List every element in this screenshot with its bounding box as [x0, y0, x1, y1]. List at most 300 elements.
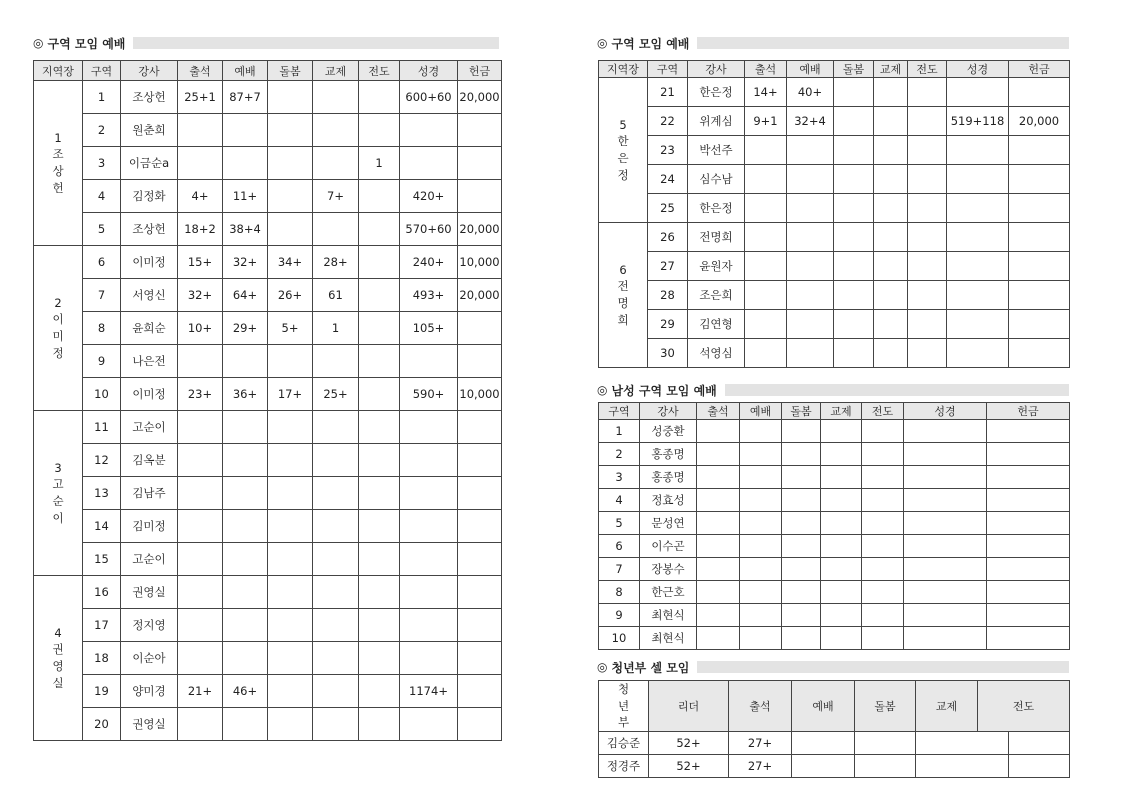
- table-cell: [458, 609, 502, 642]
- table-cell: 590+: [400, 378, 458, 411]
- column-header: 성경: [947, 61, 1009, 78]
- table-cell: 김옥분: [121, 444, 178, 477]
- men-section-title-text: 남성 구역 모임 예배: [611, 383, 717, 398]
- table-cell: [223, 642, 268, 675]
- column-header: 리더: [649, 681, 729, 732]
- table-cell: [787, 339, 834, 368]
- table-row: [599, 466, 1070, 489]
- table-cell: 28: [648, 281, 688, 310]
- table-cell: [908, 107, 947, 136]
- table-cell: 2: [599, 443, 640, 466]
- table-cell: [697, 558, 740, 581]
- table-row: [599, 443, 1070, 466]
- table-cell: [874, 107, 908, 136]
- table-cell: [874, 194, 908, 223]
- table-cell: [268, 708, 313, 741]
- table-cell: [400, 642, 458, 675]
- table-cell: [782, 581, 821, 604]
- table-row: [599, 581, 1070, 604]
- table-cell: [400, 609, 458, 642]
- table-cell: 240+: [400, 246, 458, 279]
- region-char: 한: [617, 134, 629, 149]
- region-char: 상: [52, 164, 64, 178]
- table-cell: [458, 576, 502, 609]
- column-header: 돌봄: [782, 403, 821, 420]
- region-char: 은: [617, 151, 629, 165]
- left-worship-table: [33, 60, 502, 741]
- table-cell: [740, 420, 782, 443]
- table-cell: 21+: [178, 675, 223, 708]
- table-cell: [904, 512, 987, 535]
- table-cell: [223, 444, 268, 477]
- table-cell: 20: [83, 708, 121, 741]
- table-cell: [987, 535, 1070, 558]
- region-char: 고: [52, 477, 64, 492]
- table-cell: [313, 444, 359, 477]
- table-cell: [821, 604, 862, 627]
- table-cell: 1: [359, 147, 400, 180]
- column-header: 성경: [904, 403, 987, 420]
- table-cell: [223, 411, 268, 444]
- table-cell: [359, 180, 400, 213]
- table-row: [599, 252, 1070, 281]
- table-cell: 14: [83, 510, 121, 543]
- table-cell: [223, 114, 268, 147]
- table-row: [34, 411, 502, 444]
- table-cell: 18: [83, 642, 121, 675]
- table-cell: [697, 535, 740, 558]
- table-cell: 15+: [178, 246, 223, 279]
- table-cell: [223, 345, 268, 378]
- table-row: [599, 78, 1070, 107]
- table-cell: [400, 510, 458, 543]
- table-cell: [313, 147, 359, 180]
- table-row: [34, 675, 502, 708]
- table-cell: [862, 512, 904, 535]
- table-cell: [458, 675, 502, 708]
- right-section-title: [597, 36, 1069, 50]
- table-cell: 600+60: [400, 81, 458, 114]
- table-cell: [834, 165, 874, 194]
- table-cell: [745, 194, 787, 223]
- table-cell: 김미정: [121, 510, 178, 543]
- column-header: 전도: [908, 61, 947, 78]
- table-cell: [697, 604, 740, 627]
- table-cell: 고순이: [121, 543, 178, 576]
- table-cell: [359, 609, 400, 642]
- table-cell: [874, 136, 908, 165]
- table-row: [599, 339, 1070, 368]
- region-char: 이: [52, 510, 64, 525]
- table-cell: 1174+: [400, 675, 458, 708]
- table-cell: 조상헌: [121, 81, 178, 114]
- table-cell: 9: [83, 345, 121, 378]
- column-header: 교제: [821, 403, 862, 420]
- table-cell: 493+: [400, 279, 458, 312]
- table-cell: 7+: [313, 180, 359, 213]
- table-cell: 26: [648, 223, 688, 252]
- table-cell: [268, 477, 313, 510]
- table-cell: [782, 466, 821, 489]
- table-cell: 24: [648, 165, 688, 194]
- circle-mark-icon: ◎: [33, 36, 44, 50]
- table-cell: [874, 339, 908, 368]
- region-char: 청: [617, 682, 630, 696]
- table-cell: [359, 708, 400, 741]
- table-cell: [400, 477, 458, 510]
- table-row: [34, 477, 502, 510]
- table-cell: [987, 466, 1070, 489]
- table-cell: [862, 535, 904, 558]
- table-cell: 20,000: [458, 81, 502, 114]
- table-cell: [458, 411, 502, 444]
- table-cell: [834, 107, 874, 136]
- table-row: [34, 576, 502, 609]
- column-header: 전도: [862, 403, 904, 420]
- table-cell: [400, 147, 458, 180]
- column-header: 교제: [874, 61, 908, 78]
- table-cell: [458, 543, 502, 576]
- table-cell: [313, 642, 359, 675]
- table-cell: 김남주: [121, 477, 178, 510]
- table-cell: [223, 708, 268, 741]
- column-header: 교제: [916, 681, 978, 732]
- youth-section-title-text: 청년부 셀 모임: [611, 660, 690, 675]
- table-cell: 17: [83, 609, 121, 642]
- table-cell: [268, 543, 313, 576]
- table-cell: 조상헌: [121, 213, 178, 246]
- column-header: 출석: [729, 681, 792, 732]
- column-header: 구역: [599, 403, 640, 420]
- table-cell: 23+: [178, 378, 223, 411]
- table-cell: 이미정: [121, 246, 178, 279]
- title-bar: [697, 37, 1069, 49]
- table-cell: 27: [648, 252, 688, 281]
- table-header-row: [599, 681, 1070, 732]
- column-header: 예배: [740, 403, 782, 420]
- table-cell: [458, 510, 502, 543]
- table-cell: 420+: [400, 180, 458, 213]
- table-cell: [834, 339, 874, 368]
- table-cell: 5: [83, 213, 121, 246]
- table-cell: [874, 281, 908, 310]
- table-cell: [916, 755, 1009, 778]
- table-cell: [782, 443, 821, 466]
- table-cell: [313, 543, 359, 576]
- table-cell: 나은전: [121, 345, 178, 378]
- region-char: 영: [52, 659, 64, 673]
- table-cell: 4: [83, 180, 121, 213]
- table-cell: [834, 252, 874, 281]
- region-char: 미: [52, 329, 64, 343]
- table-cell: 30: [648, 339, 688, 368]
- table-cell: 22: [648, 107, 688, 136]
- table-cell: [904, 558, 987, 581]
- table-cell: 6: [599, 535, 640, 558]
- table-cell: [740, 581, 782, 604]
- column-header: 강사: [640, 403, 697, 420]
- column-header: 성경: [400, 61, 458, 81]
- left-section-title: [33, 36, 499, 50]
- table-cell: [400, 543, 458, 576]
- table-cell: [862, 443, 904, 466]
- table-cell: [400, 345, 458, 378]
- table-cell: [1009, 310, 1070, 339]
- table-cell: [458, 642, 502, 675]
- table-cell: [268, 345, 313, 378]
- table-cell: [223, 510, 268, 543]
- table-cell: [178, 147, 223, 180]
- table-cell: [834, 136, 874, 165]
- column-header: 예배: [787, 61, 834, 78]
- table-cell: [268, 609, 313, 642]
- region-leader-cell: [599, 78, 648, 223]
- table-cell: [313, 609, 359, 642]
- table-header-row: [599, 61, 1070, 78]
- column-header: 전도: [359, 61, 400, 81]
- table-cell: 고순이: [121, 411, 178, 444]
- table-cell: [458, 708, 502, 741]
- table-cell: [834, 78, 874, 107]
- table-row: [34, 147, 502, 180]
- table-cell: [178, 477, 223, 510]
- table-cell: 최현식: [640, 604, 697, 627]
- table-cell: [458, 444, 502, 477]
- region-char: 2: [54, 295, 62, 310]
- table-cell: [268, 675, 313, 708]
- table-cell: 20,000: [458, 213, 502, 246]
- table-cell: 10: [599, 627, 640, 650]
- table-cell: [908, 252, 947, 281]
- table-cell: [458, 180, 502, 213]
- table-cell: [313, 114, 359, 147]
- table-cell: [223, 147, 268, 180]
- table-row: [34, 378, 502, 411]
- table-cell: [740, 512, 782, 535]
- region-char: 정: [52, 345, 64, 360]
- table-cell: 전명희: [688, 223, 745, 252]
- table-cell: [359, 213, 400, 246]
- table-cell: [782, 489, 821, 512]
- table-cell: [745, 223, 787, 252]
- table-row: [34, 543, 502, 576]
- table-cell: [400, 708, 458, 741]
- table-cell: 원춘희: [121, 114, 178, 147]
- table-cell: 25: [648, 194, 688, 223]
- table-cell: [400, 411, 458, 444]
- table-cell: 7: [599, 558, 640, 581]
- table-cell: 3: [83, 147, 121, 180]
- table-cell: [697, 627, 740, 650]
- table-cell: [178, 576, 223, 609]
- table-cell: 3: [599, 466, 640, 489]
- table-cell: 11: [83, 411, 121, 444]
- column-header: 돌봄: [834, 61, 874, 78]
- table-cell: [904, 420, 987, 443]
- region-char: 부: [617, 715, 630, 730]
- table-cell: 한은정: [688, 78, 745, 107]
- table-cell: [834, 194, 874, 223]
- table-row: [599, 165, 1070, 194]
- table-cell: [745, 136, 787, 165]
- column-header: 출석: [697, 403, 740, 420]
- table-cell: 27+: [729, 755, 792, 778]
- table-cell: [821, 581, 862, 604]
- table-cell: [697, 512, 740, 535]
- table-cell: [821, 627, 862, 650]
- table-cell: [947, 136, 1009, 165]
- column-header: 돌봄: [268, 61, 313, 81]
- table-cell: [697, 466, 740, 489]
- table-cell: [745, 339, 787, 368]
- column-header: 돌봄: [855, 681, 916, 732]
- table-row: [599, 627, 1070, 650]
- table-cell: [821, 535, 862, 558]
- table-cell: [947, 252, 1009, 281]
- table-row: [599, 535, 1070, 558]
- table-cell: [313, 576, 359, 609]
- table-row: [34, 180, 502, 213]
- table-cell: [1009, 78, 1070, 107]
- table-cell: 최현식: [640, 627, 697, 650]
- table-cell: [782, 420, 821, 443]
- column-header: 헌금: [1009, 61, 1070, 78]
- table-cell: 38+4: [223, 213, 268, 246]
- table-header-row: [34, 61, 502, 81]
- table-cell: [821, 489, 862, 512]
- table-cell: [313, 708, 359, 741]
- table-cell: 26+: [268, 279, 313, 312]
- table-cell: [359, 543, 400, 576]
- table-row: [34, 708, 502, 741]
- table-cell: [987, 420, 1070, 443]
- table-cell: 5: [599, 512, 640, 535]
- table-cell: [821, 443, 862, 466]
- table-cell: [178, 114, 223, 147]
- table-cell: [740, 535, 782, 558]
- table-row: [34, 510, 502, 543]
- table-cell: [268, 510, 313, 543]
- table-cell: [740, 558, 782, 581]
- table-row: [34, 642, 502, 675]
- table-cell: 이금순a: [121, 147, 178, 180]
- table-cell: 권영실: [121, 576, 178, 609]
- table-cell: [268, 576, 313, 609]
- table-cell: [987, 558, 1070, 581]
- table-cell: 52+: [649, 732, 729, 755]
- region-leader-cell: [34, 576, 83, 741]
- table-cell: 1: [313, 312, 359, 345]
- table-cell: [400, 576, 458, 609]
- table-cell: 29: [648, 310, 688, 339]
- table-cell: 조은희: [688, 281, 745, 310]
- table-row: [599, 732, 1070, 755]
- region-char: 명: [617, 296, 629, 310]
- right-worship-table: [598, 60, 1070, 368]
- table-cell: 6: [83, 246, 121, 279]
- table-cell: 7: [83, 279, 121, 312]
- table-cell: 한은정: [688, 194, 745, 223]
- table-cell: [313, 675, 359, 708]
- table-cell: [359, 378, 400, 411]
- left-section-title-text: 구역 모임 예배: [47, 36, 126, 51]
- table-cell: 문성연: [640, 512, 697, 535]
- table-cell: [359, 411, 400, 444]
- table-cell: [862, 489, 904, 512]
- table-cell: [697, 581, 740, 604]
- column-header: 전도: [978, 681, 1070, 732]
- men-section-title: [597, 383, 1069, 397]
- table-cell: 11+: [223, 180, 268, 213]
- table-row: [599, 136, 1070, 165]
- table-cell: 이수곤: [640, 535, 697, 558]
- table-cell: 17+: [268, 378, 313, 411]
- table-row: [34, 213, 502, 246]
- title-bar: [725, 384, 1069, 396]
- table-cell: [359, 312, 400, 345]
- table-cell: [359, 345, 400, 378]
- table-cell: [178, 708, 223, 741]
- region-char: 조: [52, 147, 64, 162]
- table-cell: [313, 213, 359, 246]
- table-row: [34, 345, 502, 378]
- table-cell: 10,000: [458, 378, 502, 411]
- region-char: 4: [54, 625, 62, 640]
- table-cell: [458, 114, 502, 147]
- column-header: 지역장: [599, 61, 648, 78]
- table-cell: 21: [648, 78, 688, 107]
- table-cell: [874, 78, 908, 107]
- table-cell: [855, 755, 916, 778]
- table-cell: 김정화: [121, 180, 178, 213]
- region-leader-cell: [599, 223, 648, 368]
- table-cell: [745, 252, 787, 281]
- region-leader-cell: [34, 411, 83, 576]
- table-cell: 12: [83, 444, 121, 477]
- table-row: [34, 444, 502, 477]
- table-cell: [745, 165, 787, 194]
- table-cell: [178, 510, 223, 543]
- table-cell: 14+: [745, 78, 787, 107]
- table-header-row: [599, 403, 1070, 420]
- table-cell: [908, 339, 947, 368]
- table-cell: 박선주: [688, 136, 745, 165]
- table-cell: [987, 443, 1070, 466]
- table-cell: 20,000: [458, 279, 502, 312]
- table-cell: [313, 477, 359, 510]
- table-cell: 서영신: [121, 279, 178, 312]
- region-char: 1: [54, 130, 62, 145]
- table-cell: [821, 558, 862, 581]
- table-cell: [821, 420, 862, 443]
- region-char: 헌: [52, 180, 64, 195]
- table-cell: [904, 443, 987, 466]
- region-char: 5: [619, 117, 627, 132]
- table-cell: [458, 147, 502, 180]
- table-cell: [359, 81, 400, 114]
- column-header: 교제: [313, 61, 359, 81]
- table-cell: [834, 223, 874, 252]
- table-row: [34, 279, 502, 312]
- table-cell: [874, 165, 908, 194]
- table-cell: [740, 466, 782, 489]
- table-cell: 10: [83, 378, 121, 411]
- table-cell: [1009, 732, 1070, 755]
- table-cell: [904, 604, 987, 627]
- table-cell: [862, 420, 904, 443]
- table-cell: 1: [599, 420, 640, 443]
- table-cell: [834, 310, 874, 339]
